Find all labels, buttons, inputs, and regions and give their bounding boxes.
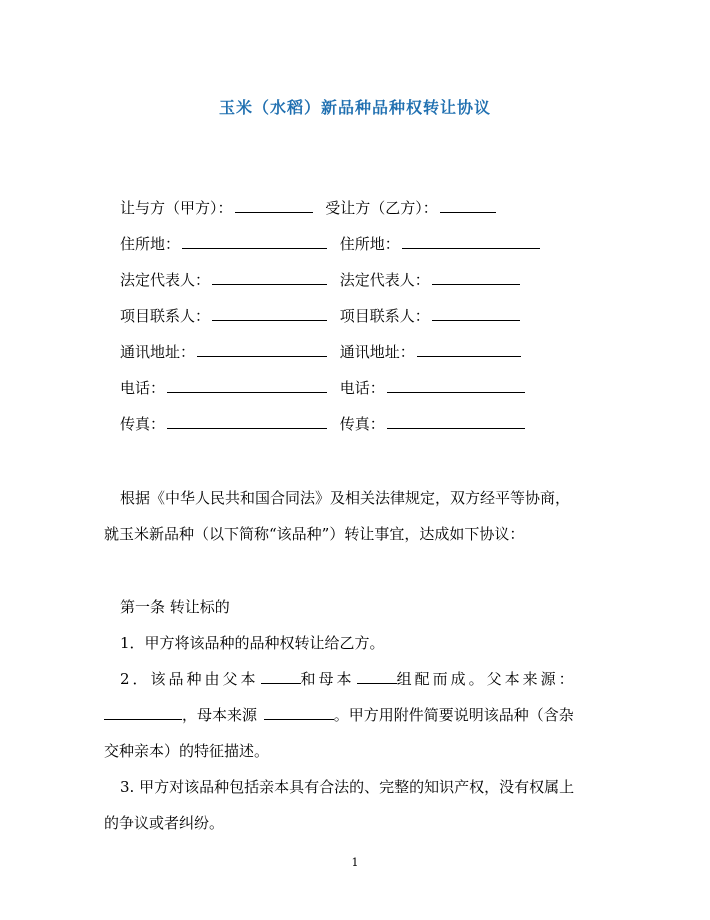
fax-a-blank[interactable]: [167, 414, 327, 429]
article-1-item-3-line-1: 3. 甲方对该品种包括亲本具有合法的、完整的知识产权，没有权属上: [120, 778, 575, 796]
article-1-item-2-line-2: [104, 705, 574, 725]
document-title: 玉米（水稻）新品种品种权转让协议: [218, 98, 491, 117]
legal-rep-a-label: 法定代表人：: [120, 271, 211, 289]
article-1-item-3-line-2: 的争议或者纠纷。: [104, 814, 225, 832]
item-2-text-a: 2．该品种由父本: [120, 670, 259, 688]
party-b-blank[interactable]: [440, 198, 496, 213]
contact-a-blank[interactable]: [212, 306, 327, 321]
party-row-4: [120, 306, 520, 326]
phone-a-label: 电话：: [120, 379, 166, 397]
address-b-label: 住所地：: [339, 235, 400, 253]
party-row-5: [120, 342, 521, 362]
item-2-text-d: ，母本来源: [182, 706, 258, 724]
fax-b-blank[interactable]: [387, 414, 525, 429]
mail-address-a-label: 通讯地址：: [120, 343, 196, 361]
article-1-item-2-line-1: [120, 669, 577, 689]
article-1-item-1: 1．甲方将该品种的品种权转让给乙方。: [120, 634, 385, 652]
party-a-blank[interactable]: [235, 198, 313, 213]
address-a-label: 住所地：: [120, 235, 181, 253]
item-2-text-b: 和母本: [300, 670, 355, 688]
legal-rep-b-label: 法定代表人：: [339, 271, 430, 289]
contact-a-label: 项目联系人：: [120, 307, 211, 325]
item-2-text-e: 。甲方用附件简要说明该品种（含杂: [333, 706, 574, 724]
address-b-blank[interactable]: [402, 234, 540, 249]
legal-rep-a-blank[interactable]: [212, 270, 327, 285]
party-b-label: 受让方（乙方）：: [325, 199, 438, 217]
address-a-blank[interactable]: [182, 234, 327, 249]
phone-b-blank[interactable]: [387, 378, 525, 393]
contact-b-label: 项目联系人：: [339, 307, 430, 325]
phone-b-label: 电话：: [339, 379, 385, 397]
item-2-text-c: 组配而成。父本来源：: [396, 670, 577, 688]
intro-line-2: 就玉米新品种（以下简称“该品种”）转让事宜，达成如下协议：: [104, 525, 525, 543]
fax-a-label: 传真：: [120, 415, 166, 433]
article-1-heading: 第一条 转让标的: [120, 598, 230, 616]
mother-source-blank[interactable]: [264, 705, 334, 720]
article-1-item-2-line-3: 交种亲本）的特征描述。: [104, 742, 270, 760]
party-row-7: [120, 414, 525, 434]
fax-b-label: 传真：: [339, 415, 385, 433]
mother-parent-blank[interactable]: [357, 669, 397, 684]
party-row-2: [120, 234, 540, 254]
father-parent-blank[interactable]: [261, 669, 301, 684]
mail-address-b-label: 通讯地址：: [339, 343, 415, 361]
page-number: 1: [351, 856, 359, 869]
party-a-label: 让与方（甲方）：: [120, 199, 233, 217]
party-row-1: [120, 198, 496, 218]
mail-address-a-blank[interactable]: [197, 342, 327, 357]
intro-line-1: 根据《中华人民共和国合同法》及相关法律规定，双方经平等协商，: [120, 489, 571, 507]
contact-b-blank[interactable]: [432, 306, 520, 321]
party-row-6: [120, 378, 525, 398]
party-row-3: [120, 270, 520, 290]
phone-a-blank[interactable]: [167, 378, 327, 393]
legal-rep-b-blank[interactable]: [432, 270, 520, 285]
father-source-blank[interactable]: [104, 705, 182, 720]
mail-address-b-blank[interactable]: [417, 342, 521, 357]
